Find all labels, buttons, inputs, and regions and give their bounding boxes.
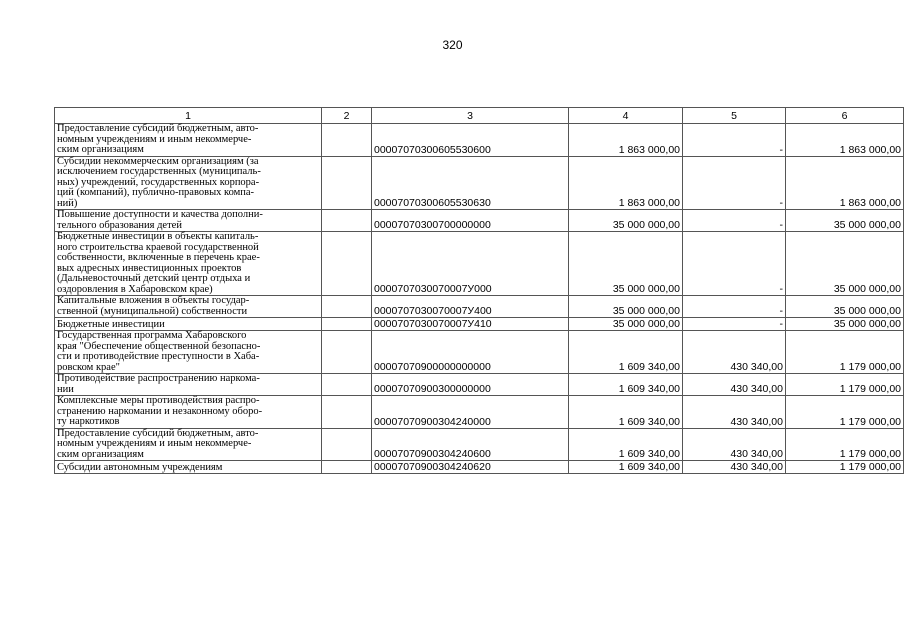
table-row	[55, 428, 904, 461]
row-name: Субсидии некоммерческим организациям (за исключением государственных (муниципаль- ных) учреждений, государственных корпора- ций (компаний), публично-правовых компа- ний)	[55, 156, 322, 210]
row-value-5: 430 340,00	[683, 461, 786, 474]
row-value-4: 35 000 000,00	[569, 296, 683, 318]
row-name: Повышение доступности и качества дополни- тельного образования детей	[55, 210, 322, 232]
row-value-6: 1 863 000,00	[786, 156, 904, 210]
row-name: Противодействие распространению наркома- нии	[55, 374, 322, 396]
row-value-4: 1 609 340,00	[569, 331, 683, 374]
row-value-5: -	[683, 318, 786, 331]
row-value-4: 1 609 340,00	[569, 374, 683, 396]
table-header-row	[55, 108, 904, 124]
row-col2	[322, 296, 372, 318]
header-col-4: 4	[569, 108, 683, 124]
row-name: Бюджетные инвестиции в объекты капиталь- ного строительства краевой государственной собственности, включенные в перечень крае- вых адресных инвестиционных проектов (Дальневосточный детский центр отдыха и оздоровления в Хабаровском крае)	[55, 232, 322, 296]
row-code: 0000707030070007У410	[372, 318, 569, 331]
page-number: 320	[442, 38, 463, 52]
row-value-4: 1 609 340,00	[569, 396, 683, 429]
row-value-6: 1 179 000,00	[786, 461, 904, 474]
row-value-5: -	[683, 296, 786, 318]
row-col2	[322, 156, 372, 210]
row-col2	[322, 428, 372, 461]
row-value-5: 430 340,00	[683, 331, 786, 374]
table-row	[55, 461, 904, 474]
table-row	[55, 296, 904, 318]
row-value-4: 1 609 340,00	[569, 428, 683, 461]
row-code: 00007070900300000000	[372, 374, 569, 396]
row-code: 00007070900304240000	[372, 396, 569, 429]
row-col2	[322, 331, 372, 374]
row-value-6: 1 179 000,00	[786, 374, 904, 396]
row-value-6: 35 000 000,00	[786, 318, 904, 331]
table-row	[55, 331, 904, 374]
table-row	[55, 318, 904, 331]
row-value-5: -	[683, 232, 786, 296]
row-value-5: 430 340,00	[683, 428, 786, 461]
row-value-6: 1 179 000,00	[786, 396, 904, 429]
row-value-4: 35 000 000,00	[569, 210, 683, 232]
row-name: Комплексные меры противодействия распро- странению наркомании и незаконному оборо- ту наркотиков	[55, 396, 322, 429]
row-value-4: 1 609 340,00	[569, 461, 683, 474]
table-row	[55, 374, 904, 396]
row-code: 00007070900304240620	[372, 461, 569, 474]
header-col-6: 6	[786, 108, 904, 124]
budget-table	[54, 107, 904, 474]
header-col-3: 3	[372, 108, 569, 124]
row-value-4: 35 000 000,00	[569, 318, 683, 331]
row-value-6: 35 000 000,00	[786, 296, 904, 318]
row-value-5: -	[683, 210, 786, 232]
row-code: 00007070300605530630	[372, 156, 569, 210]
row-col2	[322, 124, 372, 157]
header-col-1: 1	[55, 108, 322, 124]
row-col2	[322, 232, 372, 296]
row-value-6: 1 179 000,00	[786, 331, 904, 374]
row-code: 00007070300605530600	[372, 124, 569, 157]
row-col2	[322, 396, 372, 429]
row-col2	[322, 210, 372, 232]
table-row	[55, 124, 904, 157]
row-name: Государственная программа Хабаровского края "Обеспечение общественной безопасно- сти и противодействие преступности в Хаба- ровском крае"	[55, 331, 322, 374]
row-value-4: 1 863 000,00	[569, 124, 683, 157]
row-col2	[322, 461, 372, 474]
row-value-6: 35 000 000,00	[786, 210, 904, 232]
row-value-4: 1 863 000,00	[569, 156, 683, 210]
table-row	[55, 396, 904, 429]
row-value-6: 1 863 000,00	[786, 124, 904, 157]
table-row	[55, 232, 904, 296]
row-name: Предоставление субсидий бюджетным, авто- номным учреждениям и иным некоммерче- ским организациям	[55, 124, 322, 157]
row-value-6: 1 179 000,00	[786, 428, 904, 461]
row-name: Предоставление субсидий бюджетным, авто- номным учреждениям и иным некоммерче- ским организациям	[55, 428, 322, 461]
row-value-5: 430 340,00	[683, 374, 786, 396]
header-col-2: 2	[322, 108, 372, 124]
table-row	[55, 210, 904, 232]
row-value-5: 430 340,00	[683, 396, 786, 429]
row-code: 00007070900304240600	[372, 428, 569, 461]
row-value-5: -	[683, 124, 786, 157]
header-col-5: 5	[683, 108, 786, 124]
row-code: 0000707030070007У000	[372, 232, 569, 296]
row-col2	[322, 374, 372, 396]
row-value-5: -	[683, 156, 786, 210]
row-code: 00007070900000000000	[372, 331, 569, 374]
row-col2	[322, 318, 372, 331]
row-name: Бюджетные инвестиции	[55, 318, 322, 331]
row-value-6: 35 000 000,00	[786, 232, 904, 296]
row-name: Капитальные вложения в объекты государ- ственной (муниципальной) собственности	[55, 296, 322, 318]
row-value-4: 35 000 000,00	[569, 232, 683, 296]
row-code: 0000707030070007У400	[372, 296, 569, 318]
table-row	[55, 156, 904, 210]
row-code: 00007070300700000000	[372, 210, 569, 232]
row-name: Субсидии автономным учреждениям	[55, 461, 322, 474]
